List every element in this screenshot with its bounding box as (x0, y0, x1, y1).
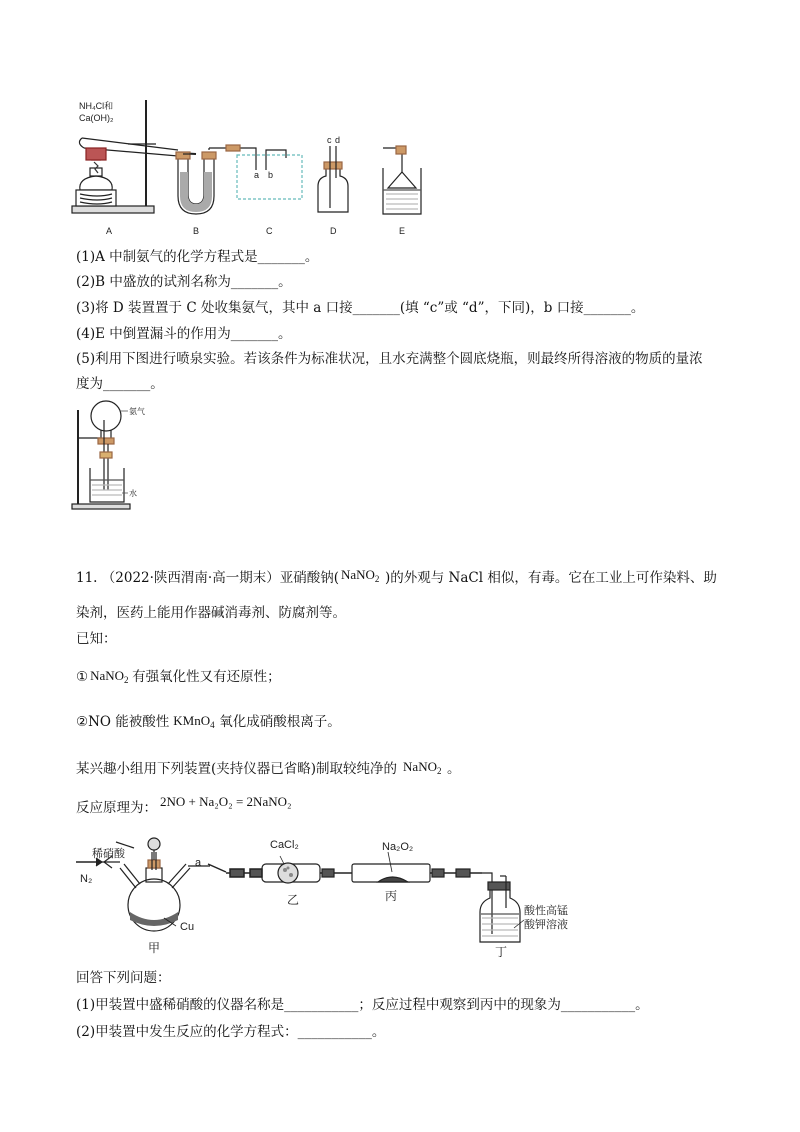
q10-part2: (2)B 中盛放的试剂名称为_______。 (76, 274, 292, 290)
q11-setup: 某兴趣小组用下列装置(夹持仪器已省略)制取较纯净的 NaNO$_2$ 。 (76, 760, 461, 778)
k1-formula: NaNO$_2$ (90, 668, 129, 685)
q11-answer-1: (1)甲装置中盛稀硝酸的仪器名称是___________；反应过程中观察到丙中的现象为___________。 (76, 997, 649, 1013)
label-ding: 丁 (495, 945, 508, 959)
q11-known-2: ②NO 能被酸性 KMnO$_4$ 氧化成硝酸根离子。 (76, 713, 341, 731)
q10-part5-line1: (5)利用下图进行喷泉实验。若该条件为标准状况，且水充满整个圆底烧瓶，则最终所得溶液的物质的量浓 (76, 351, 703, 367)
label-d: D (330, 226, 337, 236)
d-port-d: d (335, 135, 341, 145)
q11-intro-formula: NaNO$_2$ (340, 567, 380, 584)
q11-intro-line2: 染剂，医药上能用作器碱消毒剂、防腐剂等。 (76, 605, 346, 621)
jia-cu-label: Cu (180, 921, 195, 933)
bing-na2o2-label: Na₂O₂ (382, 841, 414, 853)
jia-n2-label: N₂ (80, 873, 93, 885)
q10-part5-line2: 度为_______。 (76, 376, 164, 392)
q11-intro-b: )的外观与 NaCl 相似，有毒。它在工业上可作染料、助 (384, 570, 717, 586)
label-b: B (193, 226, 200, 236)
label-jia: 甲 (148, 941, 161, 955)
jia-acid-label: 稀硝酸 (92, 848, 125, 860)
apparatus-bing (352, 852, 482, 882)
a-reagent-line1: NH₄Cl和 (79, 101, 114, 111)
fountain-gas-label: 氨气 (129, 407, 145, 416)
label-e: E (399, 226, 406, 236)
q11-intro-a: 11. （2022·陕西渭南·高一期末）亚硝酸钠( (76, 570, 339, 586)
jia-port-a: a (195, 857, 202, 869)
ding-kmno4-line2: 酸钾溶液 (524, 919, 568, 931)
d-port-c: c (327, 135, 332, 145)
c-port-b: b (268, 170, 274, 180)
q11-reaction-label: 反应原理为： (76, 800, 157, 816)
label-bing: 丙 (385, 889, 398, 903)
apparatus-yi (262, 856, 352, 883)
label-c: C (266, 226, 273, 236)
yi-cacl2-label: CaCl₂ (270, 839, 299, 851)
q10-part1: (1)A 中制氨气的化学方程式是_______。 (76, 249, 319, 265)
fountain-water-label: 水 (129, 489, 137, 498)
apparatus-ding (480, 873, 524, 942)
label-a: A (106, 226, 113, 236)
k2-formula: KMnO$_4$ (173, 713, 215, 730)
q11-answer-2: (2)甲装置中发生反应的化学方程式：___________。 (76, 1024, 386, 1040)
q11-answer-intro: 回答下列问题： (76, 970, 171, 986)
a-reagent-line2: Ca(OH)₂ (79, 113, 114, 123)
q10-part3: (3)将 D 装置置于 C 处收集氨气，其中 a 口接_______(填 “c”或 “d”，下同)，b 口接_______。 (76, 300, 645, 316)
q10-part4: (4)E 中倒置漏斗的作用为_______。 (76, 326, 292, 342)
setup-formula: NaNO$_2$ (403, 759, 442, 776)
c-port-a: a (254, 170, 260, 180)
label-yi: 乙 (287, 893, 300, 907)
q11-known: 已知： (76, 631, 117, 647)
q11-known-1: ① NaNO$_2$ 有强氧化性又有还原性； (76, 668, 281, 686)
q11-reaction-formula: 2NO + Na₂O₂ = 2NaNO₂ (160, 794, 292, 809)
ding-kmno4-line1: 酸性高锰 (524, 905, 568, 917)
